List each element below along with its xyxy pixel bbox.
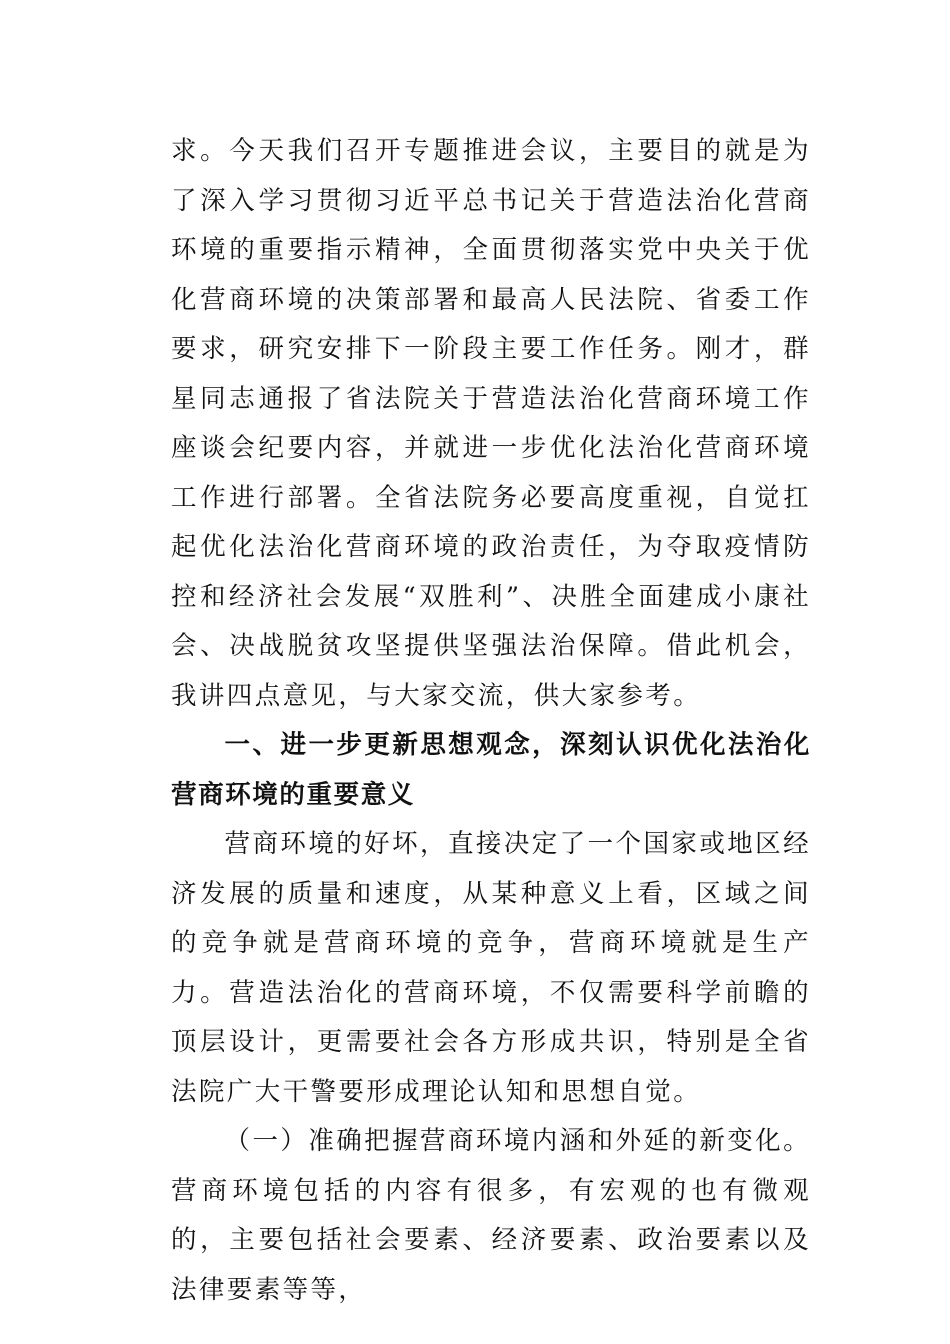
- paragraph-opening: 求。今天我们召开专题推进会议，主要目的就是为了深入学习贯彻习近平总书记关于营造法治化营商环境的重要指示精神，全面贯彻落实党中央关于优化营商环境的决策部署和最高人民法院、省委工作要求，研究安排下一阶段主要工作任务。刚才，群星同志通报了省法院关于营造法治化营商环境工作座谈会纪要内容，并就进一步优化法治化营商环境工作进行部署。全省法院务必要高度重视，自觉扛起优化法治化营商环境的政治责任，为夺取疫情防控和经济社会发展“双胜利”、决胜全面建成小康社会、决战脱贫攻坚提供坚强法治保障。借此机会，我讲四点意见，与大家交流，供大家参考。: [171, 136, 811, 711]
- section-heading-one: 一、进一步更新思想观念，深刻认识优化法治化营商环境的重要意义: [171, 730, 811, 810]
- paragraph-business-environment: 营商环境的好坏，直接决定了一个国家或地区经济发展的质量和速度，从某种意义上看，区域之间的竞争就是营商环境的竞争，营商环境就是生产力。营造法治化的营商环境，不仅需要科学前瞻的顶层设计，更需要社会各方形成共识，特别是全省法院广大干警要形成理论认知和思想自觉。: [171, 829, 811, 1107]
- document-body: [171, 127, 811, 1315]
- paragraph-subsection-one: （一）准确把握营商环境内涵和外延的新变化。营商环境包括的内容有很多，有宏观的也有微观的，主要包括社会要素、经济要素、政治要素以及法律要素等等，: [171, 1126, 811, 1305]
